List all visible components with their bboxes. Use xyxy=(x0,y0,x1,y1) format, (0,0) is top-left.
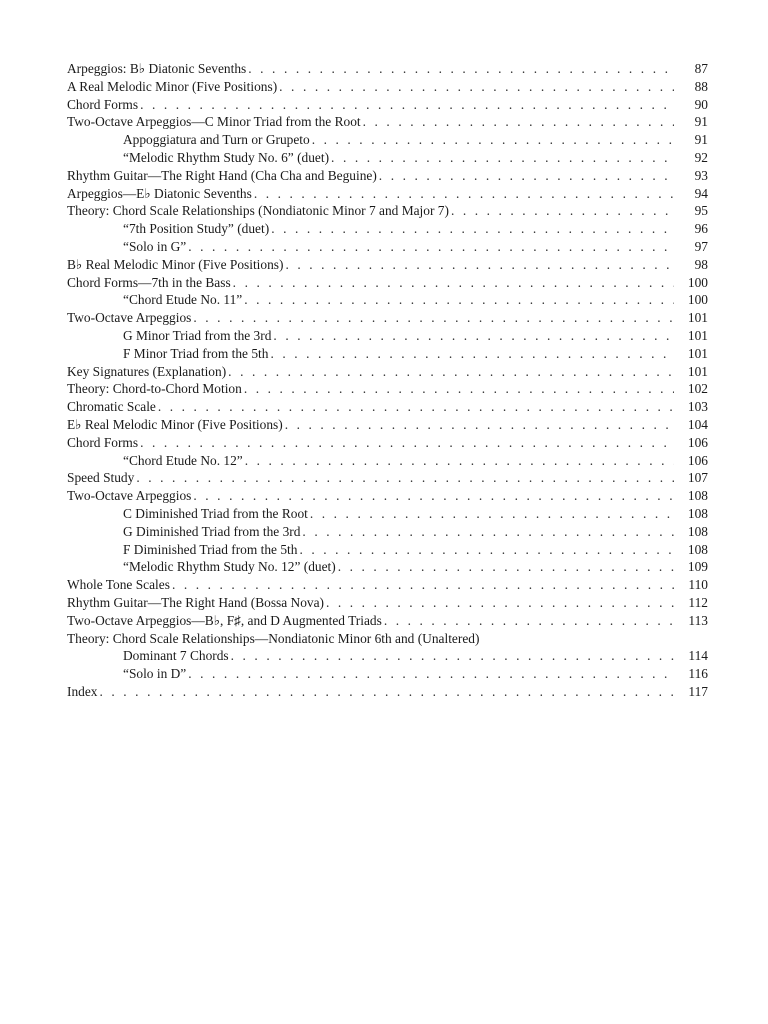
toc-entry-page-number: 101 xyxy=(687,310,708,326)
toc-entry-page-number: 87 xyxy=(694,61,708,76)
toc-entry-title: F Diminished Triad from the 5th xyxy=(123,541,298,557)
toc-entry-page-number: 93 xyxy=(694,167,708,183)
toc-entry-title: Index xyxy=(67,683,98,699)
toc-entry-page-number: 108 xyxy=(687,541,708,557)
toc-entry-title: C Diminished Triad from the Root xyxy=(123,505,308,521)
toc-entry-page-number: 103 xyxy=(687,399,708,415)
toc-entry-page-number: 104 xyxy=(687,416,708,432)
toc-entry-page-number: 110 xyxy=(688,577,708,593)
dot-leader xyxy=(363,113,674,131)
toc-entry[interactable] xyxy=(67,131,708,149)
toc-entry-title: Two-Octave Arpeggios xyxy=(67,488,192,504)
toc-entry-page-number: 92 xyxy=(694,149,708,165)
toc-entry[interactable] xyxy=(67,380,708,398)
toc-entry-page-number: 109 xyxy=(687,559,708,575)
toc-entry[interactable] xyxy=(67,345,708,363)
dot-leader xyxy=(326,594,674,612)
toc-entry-page-number: 106 xyxy=(687,452,708,468)
toc-entry-title: Chord Forms—7th in the Bass xyxy=(67,274,231,290)
toc-entry-title: Chord Forms xyxy=(67,434,139,450)
toc-entry-page-number: 88 xyxy=(694,78,708,94)
toc-entry[interactable] xyxy=(67,665,708,683)
toc-entry-title: Rhythm Guitar—The Right Hand (Cha Cha and Beguine) xyxy=(67,167,377,183)
table-of-contents xyxy=(67,60,708,701)
toc-entry-title: F Minor Triad from the 5th xyxy=(123,345,269,361)
toc-entry-page-number: 108 xyxy=(687,523,708,539)
toc-entry-title: “Solo in G” xyxy=(123,238,187,254)
toc-entry-title: Two-Octave Arpeggios xyxy=(67,310,192,326)
toc-entry-title: Arpeggios: B♭ Diatonic Sevenths xyxy=(67,61,247,76)
toc-entry-page-number: 95 xyxy=(694,203,708,219)
toc-entry-title: Two-Octave Arpeggios—C Minor Triad from the Root xyxy=(67,114,361,130)
toc-entry-page-number: 117 xyxy=(688,683,708,699)
toc-entry-page-number: 96 xyxy=(694,221,708,237)
dot-leader xyxy=(248,60,674,78)
toc-entry-title: “Solo in D” xyxy=(123,666,187,682)
dot-leader xyxy=(312,131,674,149)
dot-leader xyxy=(270,345,674,363)
toc-entry-title: Chord Forms xyxy=(67,96,139,112)
toc-entry-title: Speed Study xyxy=(67,470,135,486)
toc-entry-title: Arpeggios—E♭ Diatonic Sevenths xyxy=(67,185,252,201)
toc-entry[interactable] xyxy=(67,541,708,559)
dot-leader xyxy=(302,523,674,541)
toc-entry[interactable] xyxy=(67,167,708,185)
toc-entry-title: “Chord Etude No. 12” xyxy=(123,452,243,468)
dot-leader xyxy=(188,665,674,683)
toc-entry-title: Appoggiatura and Turn or Grupeto xyxy=(123,132,310,148)
toc-entry[interactable] xyxy=(67,202,708,220)
toc-entry-title: Two-Octave Arpeggios—B♭, F♯, and D Augmented Triads xyxy=(67,612,382,628)
dot-leader xyxy=(188,238,674,256)
dot-leader xyxy=(254,185,674,203)
toc-entry-page-number: 112 xyxy=(688,594,708,610)
toc-entry[interactable] xyxy=(67,274,708,292)
toc-entry-page-number: 106 xyxy=(687,434,708,450)
dot-leader xyxy=(233,274,674,292)
toc-entry-title: Dominant 7 Chords xyxy=(123,648,229,664)
dot-leader xyxy=(285,256,674,274)
toc-entry[interactable] xyxy=(67,523,708,541)
toc-entry-title: A Real Melodic Minor (Five Positions) xyxy=(67,78,278,94)
toc-entry-page-number: 91 xyxy=(694,132,708,148)
toc-entry-page-number: 113 xyxy=(688,612,708,628)
dot-leader xyxy=(310,505,674,523)
toc-entry[interactable] xyxy=(67,505,708,523)
toc-entry[interactable] xyxy=(67,647,708,665)
toc-entry[interactable] xyxy=(67,452,708,470)
dot-leader xyxy=(273,327,674,345)
toc-entry-page-number: 108 xyxy=(687,488,708,504)
toc-entry-page-number: 94 xyxy=(694,185,708,201)
dot-leader xyxy=(193,309,674,327)
toc-entry[interactable] xyxy=(67,416,708,434)
toc-entry[interactable] xyxy=(67,220,708,238)
toc-entry-title: Theory: Chord-to-Chord Motion xyxy=(67,381,242,397)
toc-entry[interactable] xyxy=(67,291,708,309)
dot-leader xyxy=(193,487,674,505)
toc-entry-page-number: 101 xyxy=(687,345,708,361)
toc-entry[interactable] xyxy=(67,612,708,630)
dot-leader xyxy=(244,291,674,309)
toc-entry-title: “7th Position Study” (duet) xyxy=(123,221,270,237)
toc-entry-page-number: 102 xyxy=(687,381,708,397)
toc-entry[interactable] xyxy=(67,327,708,345)
toc-entry[interactable] xyxy=(67,78,708,96)
toc-entry-title: “Melodic Rhythm Study No. 6” (duet) xyxy=(123,149,330,165)
dot-leader xyxy=(379,167,674,185)
dot-leader xyxy=(231,647,674,665)
dot-leader xyxy=(384,612,674,630)
toc-entry[interactable] xyxy=(67,594,708,612)
toc-entry-title: “Melodic Rhythm Study No. 12” (duet) xyxy=(123,559,336,575)
toc-entry-page-number: 101 xyxy=(687,363,708,379)
toc-entry-title: Rhythm Guitar—The Right Hand (Bossa Nova) xyxy=(67,594,324,610)
toc-entry[interactable] xyxy=(67,185,708,203)
toc-entry-title: Whole Tone Scales xyxy=(67,577,170,593)
toc-entry-title: Key Signatures (Explanation) xyxy=(67,363,227,379)
toc-entry-page-number: 114 xyxy=(688,648,708,664)
toc-entry[interactable] xyxy=(67,256,708,274)
toc-entry-title: Theory: Chord Scale Relationships (Nondiatonic Minor 7 and Major 7) xyxy=(67,203,449,219)
toc-entry[interactable] xyxy=(67,558,708,576)
toc-entry-page-number: 101 xyxy=(687,327,708,343)
dot-leader xyxy=(245,452,674,470)
toc-entry-title: E♭ Real Melodic Minor (Five Positions) xyxy=(67,416,283,432)
dot-leader xyxy=(244,380,674,398)
toc-entry[interactable] xyxy=(67,96,708,114)
toc-entry-page-number: 107 xyxy=(687,470,708,486)
toc-entry[interactable] xyxy=(67,363,708,381)
dot-leader xyxy=(140,434,674,452)
toc-entry-page-number: 100 xyxy=(687,292,708,308)
dot-leader xyxy=(331,149,674,167)
dot-leader xyxy=(172,576,674,594)
toc-entry-page-number: 97 xyxy=(694,238,708,254)
toc-entry[interactable] xyxy=(67,683,708,701)
toc-entry[interactable] xyxy=(67,149,708,167)
toc-entry-title: B♭ Real Melodic Minor (Five Positions) xyxy=(67,256,284,272)
toc-entry[interactable] xyxy=(67,630,708,648)
dot-leader xyxy=(279,78,674,96)
dot-leader xyxy=(100,683,675,701)
dot-leader xyxy=(451,202,674,220)
toc-entry[interactable] xyxy=(67,113,708,131)
toc-entry-page-number: 98 xyxy=(694,256,708,272)
toc-entry[interactable] xyxy=(67,434,708,452)
toc-entry[interactable] xyxy=(67,576,708,594)
toc-entry-page-number: 108 xyxy=(687,505,708,521)
toc-entry-page-number: 116 xyxy=(688,666,708,682)
toc-entry-page-number: 100 xyxy=(687,274,708,290)
toc-entry-title: Theory: Chord Scale Relationships—Nondiatonic Minor 6th and (Unaltered) xyxy=(67,630,480,646)
toc-entry-title: G Diminished Triad from the 3rd xyxy=(123,523,301,539)
toc-entry[interactable] xyxy=(67,398,708,416)
toc-entry-title: Chromatic Scale xyxy=(67,399,156,415)
dot-leader xyxy=(271,220,674,238)
toc-entry[interactable] xyxy=(67,309,708,327)
toc-entry-page-number: 90 xyxy=(694,96,708,112)
dot-leader xyxy=(136,469,674,487)
dot-leader xyxy=(158,398,674,416)
dot-leader xyxy=(140,96,674,114)
toc-entry[interactable] xyxy=(67,469,708,487)
toc-entry[interactable] xyxy=(67,487,708,505)
toc-entry-title: “Chord Etude No. 11” xyxy=(123,292,243,308)
toc-entry-page-number: 91 xyxy=(694,114,708,130)
dot-leader xyxy=(228,363,674,381)
dot-leader xyxy=(338,558,674,576)
toc-entry[interactable] xyxy=(67,238,708,256)
toc-entry-title: G Minor Triad from the 3rd xyxy=(123,327,272,343)
dot-leader xyxy=(299,541,674,559)
toc-entry[interactable] xyxy=(67,60,708,78)
dot-leader xyxy=(285,416,674,434)
